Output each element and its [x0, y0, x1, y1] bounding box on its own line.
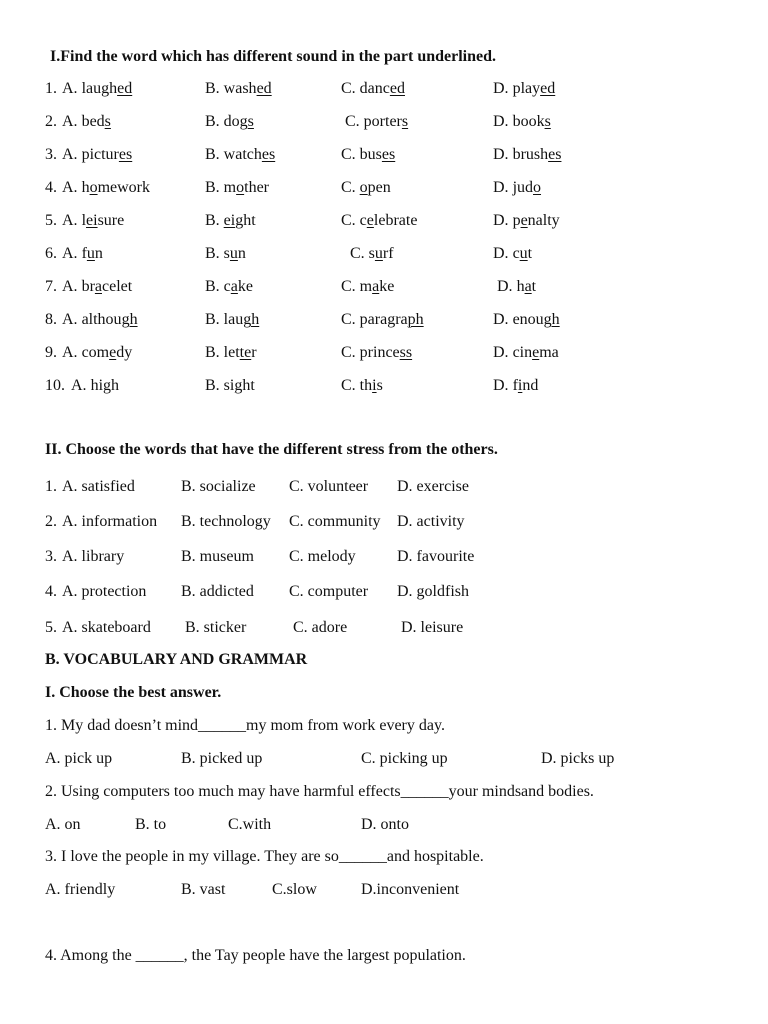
answer-option[interactable] — [341, 278, 394, 296]
option-word-end: ma — [539, 344, 559, 361]
underlined-part: ed — [117, 80, 133, 97]
option-letter: C. — [341, 80, 356, 97]
option-word-start: f — [81, 245, 87, 262]
option-word-start: h — [516, 278, 525, 295]
underlined-part: es — [118, 146, 133, 163]
option-letter: D. — [493, 179, 509, 196]
option-word-start: com — [81, 344, 110, 361]
option-word-start: m — [223, 179, 237, 196]
underlined-part: u — [374, 245, 383, 262]
option-letter: A. — [62, 245, 78, 262]
answer-option[interactable]: C.slow — [272, 881, 317, 898]
answer-option[interactable]: D. picks up — [541, 750, 615, 767]
option-letter: D. — [493, 80, 509, 97]
answer-option[interactable] — [62, 146, 132, 164]
option-letter: A. — [62, 311, 78, 328]
answer-option[interactable]: B. sticker — [185, 619, 247, 636]
option-letter: C. — [341, 146, 356, 163]
answer-option[interactable]: A. satisfied — [62, 478, 135, 495]
answer-option[interactable]: A. skateboard — [62, 619, 151, 636]
option-letter: B. — [205, 245, 220, 262]
option-word-start: laugh — [81, 80, 118, 97]
option-word-end: r — [251, 344, 257, 361]
answer-option[interactable] — [205, 179, 269, 197]
answer-option[interactable]: B. technology — [181, 513, 271, 530]
answer-option[interactable] — [62, 113, 111, 131]
underlined-part: es — [548, 146, 562, 163]
answer-option[interactable] — [62, 278, 132, 296]
option-word-end: ther — [244, 179, 269, 196]
section-1-title: I.Find the word which has different sound in the part underlined. — [50, 48, 496, 65]
underlined-part: ss — [399, 344, 413, 361]
option-word-start: c — [223, 278, 231, 295]
answer-option[interactable]: B. museum — [181, 548, 254, 565]
answer-option[interactable] — [205, 113, 254, 131]
answer-option[interactable] — [62, 344, 132, 362]
answer-option[interactable] — [493, 245, 532, 263]
answer-option[interactable]: C. volunteer — [289, 478, 369, 495]
option-word-start: althou — [81, 311, 122, 328]
answer-option[interactable] — [341, 212, 417, 230]
underlined-part: u — [519, 245, 528, 262]
option-letter: B. — [205, 212, 220, 229]
answer-option[interactable]: B. addicted — [181, 583, 254, 600]
underlined-part: i — [517, 377, 523, 394]
option-word-end: ke — [379, 278, 395, 295]
option-letter: A. — [62, 212, 78, 229]
answer-option[interactable]: A. pick up — [45, 750, 113, 767]
answer-option[interactable] — [205, 278, 253, 296]
underlined-part: a — [372, 278, 380, 295]
answer-option[interactable] — [341, 377, 383, 395]
underlined-part: g — [234, 377, 243, 394]
option-word-start: br — [81, 278, 95, 295]
underlined-part: o — [359, 179, 368, 196]
option-word-start: c — [359, 212, 367, 229]
answer-option[interactable]: C. computer — [289, 583, 369, 600]
underlined-part: s — [544, 113, 551, 130]
option-word-start: book — [512, 113, 545, 130]
answer-option[interactable]: B. picked up — [181, 750, 263, 767]
option-letter: A. — [62, 179, 78, 196]
answer-option[interactable] — [493, 344, 559, 362]
answer-option[interactable]: D. leisure — [401, 619, 464, 636]
option-letter: A. — [62, 278, 78, 295]
answer-option[interactable]: D. favourite — [397, 548, 475, 565]
question-number: 3. — [45, 146, 57, 163]
option-letter: C. — [341, 212, 356, 229]
answer-option[interactable]: A. friendly — [45, 881, 116, 898]
answer-option[interactable] — [62, 245, 103, 263]
answer-option[interactable]: D.inconvenient — [361, 881, 460, 898]
question-stem: 2. Using computers too much may have harmful effects______your mindsand bodies. — [45, 783, 594, 800]
answer-option[interactable]: C. adore — [293, 619, 348, 636]
underlined-part: e — [532, 344, 540, 361]
underlined-part: es — [381, 146, 396, 163]
option-word-start: play — [512, 80, 541, 97]
underlined-part: u — [229, 245, 238, 262]
underlined-part: a — [94, 278, 102, 295]
answer-option[interactable]: A. on — [45, 816, 81, 833]
option-word-start: brush — [512, 146, 549, 163]
question-stem: 3. I love the people in my village. They are so______and hospitable. — [45, 848, 484, 865]
option-word-start: jud — [512, 179, 534, 196]
underlined-part: a — [524, 278, 532, 295]
option-word-start: lau — [223, 311, 244, 328]
underlined-part: s — [401, 113, 409, 130]
option-word-end: t — [531, 278, 537, 295]
option-word-start: s — [368, 245, 375, 262]
answer-option[interactable] — [345, 113, 408, 131]
underlined-part: o — [89, 179, 98, 196]
option-letter: D. — [493, 311, 509, 328]
answer-option[interactable]: C. community — [289, 513, 381, 530]
underlined-part: ed — [256, 80, 272, 97]
answer-option[interactable] — [493, 80, 555, 98]
option-letter: C. — [350, 245, 365, 262]
option-word-end: dy — [116, 344, 133, 361]
answer-option[interactable] — [493, 311, 560, 329]
option-letter: D. — [493, 146, 509, 163]
answer-option[interactable] — [341, 311, 424, 329]
question-number: 2. — [45, 513, 57, 530]
answer-option[interactable] — [62, 80, 132, 98]
option-word-start: c — [512, 245, 520, 262]
option-word-start: hi — [90, 377, 104, 394]
underlined-part: gh — [121, 311, 138, 328]
underlined-part: e — [366, 212, 374, 229]
option-word-start: cin — [512, 344, 533, 361]
option-letter: C. — [345, 113, 360, 130]
option-word-start: s — [223, 245, 230, 262]
underlined-part: ed — [540, 80, 556, 97]
option-word-start: let — [223, 344, 240, 361]
option-letter: A. — [62, 113, 78, 130]
option-word-start: m — [359, 278, 373, 295]
option-word-end: ke — [237, 278, 253, 295]
underlined-part: o — [533, 179, 542, 196]
question-number: 3. — [45, 548, 57, 565]
answer-option[interactable] — [493, 377, 538, 395]
option-letter: B. — [205, 311, 220, 328]
answer-option[interactable]: D. activity — [397, 513, 465, 530]
option-word-start: p — [512, 212, 521, 229]
option-word-end: pen — [367, 179, 391, 196]
answer-option[interactable] — [497, 278, 536, 296]
answer-option[interactable] — [205, 212, 256, 230]
option-word-end: celet — [102, 278, 133, 295]
answer-option[interactable]: A. protection — [62, 583, 147, 600]
option-letter: C. — [341, 311, 356, 328]
option-word-end: n — [237, 245, 246, 262]
answer-option[interactable]: C. picking up — [361, 750, 448, 767]
answer-option[interactable] — [493, 113, 551, 131]
question-number: 2. — [45, 113, 57, 130]
option-word-end: ht — [242, 377, 255, 394]
option-word-start: f — [512, 377, 518, 394]
option-word-start: bed — [81, 113, 105, 130]
option-word-start: watch — [223, 146, 262, 163]
answer-option[interactable] — [341, 344, 412, 362]
option-letter: C. — [341, 377, 356, 394]
answer-option[interactable] — [341, 146, 395, 164]
answer-option[interactable]: B. socialize — [181, 478, 256, 495]
answer-option[interactable]: B. vast — [181, 881, 226, 898]
option-word-start: th — [359, 377, 373, 394]
question-number: 6. — [45, 245, 57, 262]
answer-option[interactable]: A. library — [62, 548, 125, 565]
question-number: 5. — [45, 212, 57, 229]
option-word-end: ght — [235, 212, 256, 229]
option-letter: B. — [205, 146, 220, 163]
underlined-part: ei — [223, 212, 236, 229]
answer-option[interactable] — [493, 146, 561, 164]
option-word-start: wash — [223, 80, 257, 97]
option-word-start: dog — [223, 113, 248, 130]
option-letter: B. — [205, 344, 220, 361]
option-letter: D. — [493, 245, 509, 262]
answer-option[interactable]: D. exercise — [397, 478, 469, 495]
underlined-part: s — [247, 113, 254, 130]
underlined-part: e — [109, 344, 117, 361]
option-letter: B. — [205, 80, 220, 97]
underlined-part: a — [230, 278, 238, 295]
option-letter: A. — [62, 344, 78, 361]
underlined-part: ph — [407, 311, 424, 328]
option-letter: D. — [493, 344, 509, 361]
answer-option[interactable]: B. to — [135, 816, 167, 833]
option-word-end: nd — [522, 377, 539, 394]
answer-option[interactable] — [62, 212, 124, 230]
question-number: 1. — [45, 80, 57, 97]
answer-option[interactable] — [341, 80, 405, 98]
option-letter: A. — [71, 377, 87, 394]
question-number: 10. — [45, 377, 65, 394]
question-number: 1. — [45, 478, 57, 495]
option-word-start: enou — [512, 311, 544, 328]
option-word-end: t — [527, 245, 533, 262]
answer-option[interactable] — [62, 311, 138, 329]
option-word-end: nalty — [527, 212, 560, 229]
answer-option[interactable] — [205, 80, 272, 98]
question-number: 5. — [45, 619, 57, 636]
option-letter: B. — [205, 278, 220, 295]
option-word-end: h — [111, 377, 120, 394]
option-word-start: h — [81, 179, 90, 196]
option-word-end: mework — [97, 179, 150, 196]
option-letter: D. — [493, 212, 509, 229]
option-word-start: porter — [363, 113, 402, 130]
option-word-end: lebrate — [373, 212, 418, 229]
answer-option[interactable] — [341, 179, 391, 197]
underlined-part: i — [372, 377, 377, 394]
option-word-start: prince — [359, 344, 400, 361]
answer-option[interactable] — [205, 245, 246, 263]
answer-option[interactable]: D. onto — [361, 816, 409, 833]
answer-option[interactable]: C. melody — [289, 548, 356, 565]
underlined-part: gh — [543, 311, 560, 328]
option-letter: B. — [205, 113, 220, 130]
option-word-start: paragra — [359, 311, 408, 328]
answer-option[interactable] — [62, 179, 150, 197]
question-stem: 4. Among the ______, the Tay people have the largest population. — [45, 947, 466, 964]
option-letter: B. — [205, 377, 220, 394]
section-2-title: II. Choose the words that have the different stress from the others. — [45, 441, 498, 458]
underlined-part: u — [86, 245, 95, 262]
answer-option[interactable]: D. goldfish — [397, 583, 469, 600]
answer-option[interactable] — [205, 344, 257, 362]
option-word-end: sure — [97, 212, 125, 229]
answer-option[interactable] — [205, 311, 259, 329]
answer-option[interactable] — [205, 146, 275, 164]
option-word-start: danc — [359, 80, 390, 97]
question-number: 4. — [45, 583, 57, 600]
option-letter: C. — [341, 179, 356, 196]
answer-option[interactable] — [493, 179, 541, 197]
question-number: 8. — [45, 311, 57, 328]
option-word-start: si — [223, 377, 235, 394]
answer-option[interactable] — [71, 377, 119, 395]
option-letter: C. — [341, 344, 356, 361]
option-word-start: l — [81, 212, 87, 229]
option-letter: B. — [205, 179, 220, 196]
underlined-part: ed — [389, 80, 405, 97]
answer-option[interactable] — [205, 377, 255, 395]
underlined-part: s — [104, 113, 111, 130]
answer-option[interactable]: C.with — [228, 816, 272, 833]
section-b-title: B. VOCABULARY AND GRAMMAR — [45, 651, 308, 668]
option-word-start: pictur — [81, 146, 119, 163]
answer-option[interactable] — [350, 245, 394, 263]
option-letter: D. — [493, 113, 509, 130]
question-number: 4. — [45, 179, 57, 196]
answer-option[interactable] — [493, 212, 560, 230]
option-letter: A. — [62, 146, 78, 163]
option-word-end: s — [376, 377, 383, 394]
answer-option[interactable]: A. information — [62, 513, 158, 530]
option-letter: A. — [62, 80, 78, 97]
underlined-part: gh — [243, 311, 260, 328]
question-number: 7. — [45, 278, 57, 295]
option-letter: C. — [341, 278, 356, 295]
underlined-part: e — [520, 212, 528, 229]
underlined-part: ei — [86, 212, 98, 229]
option-word-end: rf — [382, 245, 394, 262]
underlined-part: g — [103, 377, 112, 394]
option-word-start: bus — [359, 146, 382, 163]
section-b-subtitle: I. Choose the best answer. — [45, 684, 222, 701]
option-letter: D. — [497, 278, 513, 295]
question-number: 9. — [45, 344, 57, 361]
option-letter: D. — [493, 377, 509, 394]
underlined-part: te — [239, 344, 252, 361]
underlined-part: es — [261, 146, 276, 163]
question-stem: 1. My dad doesn’t mind______my mom from work every day. — [45, 717, 445, 734]
underlined-part: o — [236, 179, 245, 196]
option-word-end: n — [94, 245, 103, 262]
